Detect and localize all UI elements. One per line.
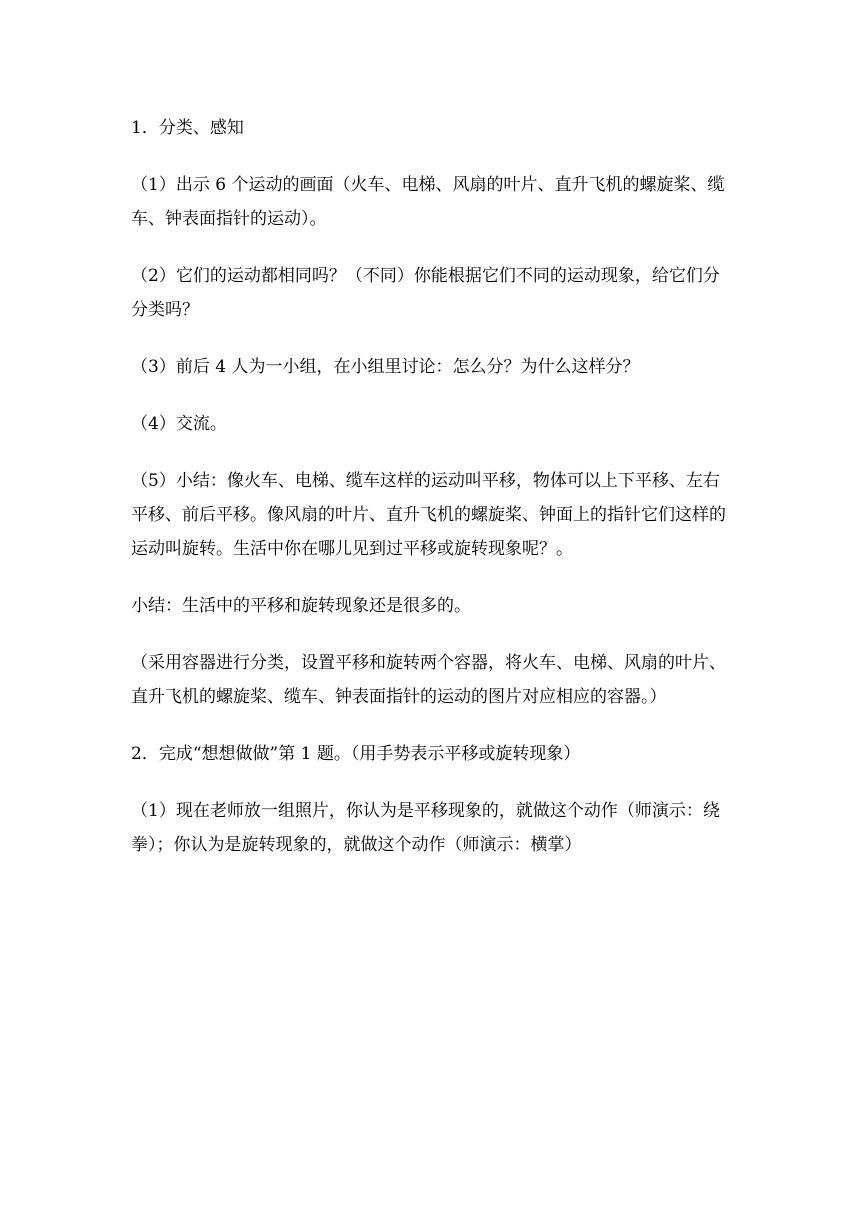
paragraph-summary: 小结：生活中的平移和旋转现象还是很多的。 xyxy=(131,596,471,616)
section-heading-classification: 1．分类、感知 xyxy=(131,118,244,138)
paragraph-step-2: （2）它们的运动都相同吗？（不同）你能根据它们不同的运动现象，给它们分分类吗？ xyxy=(131,266,720,320)
paragraph-step-3: （3）前后 4 人为一小组，在小组里讨论：怎么分？为什么这样分？ xyxy=(131,357,640,377)
paragraph-container-note: （采用容器进行分类，设置平移和旋转两个容器，将火车、电梯、风扇的叶片、直升飞机的螺旋桨、缆车、钟表面指针的运动的图片对应相应的容器。） xyxy=(131,653,726,707)
paragraph-exercise-step-1: （1）现在老师放一组照片，你认为是平移现象的，就做这个动作（师演示：绕拳）；你认为是旋转现象的，就做这个动作（师演示：横掌） xyxy=(131,801,720,855)
section-heading-exercise: 2．完成“想想做做”第 1 题。（用手势表示平移或旋转现象） xyxy=(131,744,581,764)
paragraph-step-5: （5）小结：像火车、电梯、缆车这样的运动叫平移，物体可以上下平移、左右平移、前后平移。像风扇的叶片、直升飞机的螺旋桨、钟面上的指针它们这样的运动叫旋转。生活中你在哪儿见到过平移或旋转现象呢？。 xyxy=(131,471,726,559)
paragraph-step-1: （1）出示 6 个运动的画面（火车、电梯、风扇的叶片、直升飞机的螺旋桨、缆车、钟表面指针的运动）。 xyxy=(131,175,725,229)
paragraph-step-4: （4）交流。 xyxy=(131,414,227,434)
document-body xyxy=(131,111,731,885)
